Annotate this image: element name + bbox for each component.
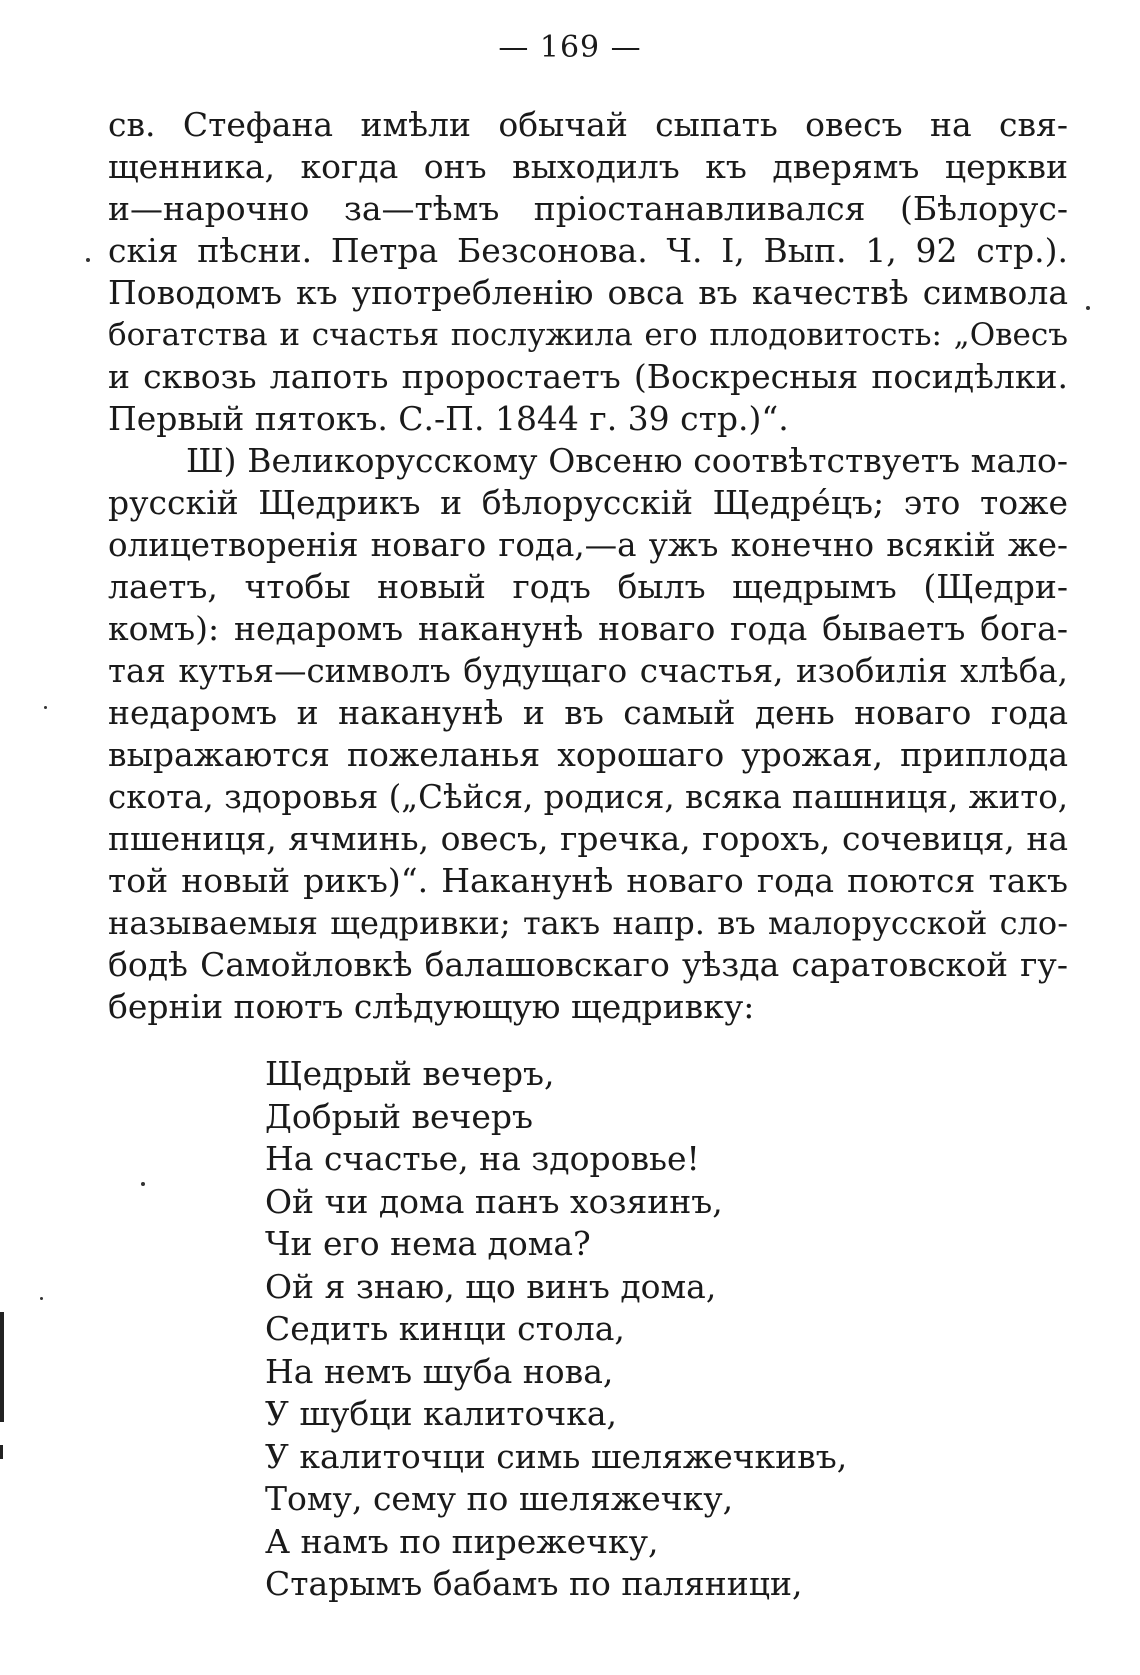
binding-edge-mark: [0, 1312, 4, 1422]
scan-speck: [1086, 306, 1090, 310]
text-line: пшениця, ячминь, овесъ, гречка, горохъ, сочевиця, на: [108, 819, 1068, 858]
text-line: бодѣ Самойловкѣ балашовскаго уѣзда саратовской гу-: [108, 945, 1068, 984]
text-line: русскій Щедрикъ и бѣлорусскій Щедре́цъ; это тоже: [108, 483, 1068, 522]
scan-speck: [44, 706, 47, 709]
text-line: лаетъ, чтобы новый годъ былъ щедрымъ (Щедри-: [108, 567, 1068, 606]
poem-line: Ой чи дома панъ хозяинъ,: [265, 1181, 723, 1221]
text-line: той новый рикъ)“. Наканунѣ новаго года поются такъ: [108, 861, 1068, 900]
poem-line: Ой я знаю, що винъ дома,: [265, 1266, 717, 1306]
text-line: св. Стефана имѣли обычай сыпать овесъ на свя-: [108, 105, 1068, 144]
text-line: и сквозь лапоть проростаетъ (Воскресныя посидѣлки.: [108, 357, 1068, 396]
text-line: называемыя щедривки; такъ напр. въ малорусской сло-: [108, 904, 1068, 942]
poem-line: Старымъ бабамъ по паляници,: [265, 1564, 803, 1603]
body-text: [108, 104, 1068, 1028]
text-line: богатства и счастья послужила его плодовитость: „Овесъ: [108, 317, 1068, 353]
text-line: берніи поютъ слѣдующую щедривку:: [108, 987, 755, 1026]
text-line: Поводомъ къ употребленію овса въ качествѣ символа: [108, 273, 1068, 312]
paragraph-start-line: Ш) Великорусскому Овсеню соотвѣтствуетъ мало-: [186, 441, 1068, 480]
poem-line: А намъ по пирежечку,: [265, 1521, 659, 1561]
text-line: недаромъ и наканунѣ и въ самый день новаго года: [108, 693, 1068, 732]
text-line: щенника, когда онъ выходилъ къ дверямъ церкви: [108, 147, 1068, 186]
poem-line: У шубци калиточка,: [265, 1394, 617, 1433]
scan-speck: [40, 1297, 43, 1300]
poem-line: Добрый вечеръ: [265, 1096, 534, 1136]
text-line: выражаются пожеланья хорошаго урожая, приплода: [108, 735, 1068, 774]
page-number: — 169 —: [498, 30, 642, 65]
poem-line: У калиточци симь шеляжечкивъ,: [265, 1436, 848, 1476]
poem-line: Щедрый вечеръ,: [265, 1054, 555, 1093]
poem-line: На немъ шуба нова,: [265, 1351, 614, 1391]
text-line: скота, здоровья („Сѣйся, родися, всяка пашниця, жито,: [108, 778, 1068, 816]
poem-line: Чи его нема дома?: [265, 1224, 591, 1263]
text-line: тая кутья—символъ будущаго счастья, изобилія хлѣба,: [108, 652, 1068, 690]
poem-verse: [265, 1053, 1025, 1606]
poem-line: На счастье, на здоровье!: [265, 1139, 700, 1178]
poem-line: Седить кинци стола,: [265, 1309, 625, 1348]
text-line: Первый пятокъ. С.-П. 1844 г. 39 стр.)“.: [108, 399, 789, 438]
scan-speck: [141, 1182, 145, 1186]
text-line: и—нарочно за—тѣмъ пріостанавливался (Бѣлорус-: [108, 189, 1068, 228]
scan-speck: [86, 258, 90, 262]
text-line: скія пѣсни. Петра Безсонова. Ч. I, Вып. 1, 92 стр.).: [108, 231, 1068, 270]
text-line: олицетворенія новаго года,—а ужъ конечно всякій же-: [108, 526, 1068, 564]
poem-line: Тому, сему по шеляжечку,: [265, 1479, 734, 1518]
text-line: комъ): недаромъ наканунѣ новаго года бываетъ бога-: [108, 609, 1068, 648]
binding-edge-mark: [0, 1445, 3, 1459]
